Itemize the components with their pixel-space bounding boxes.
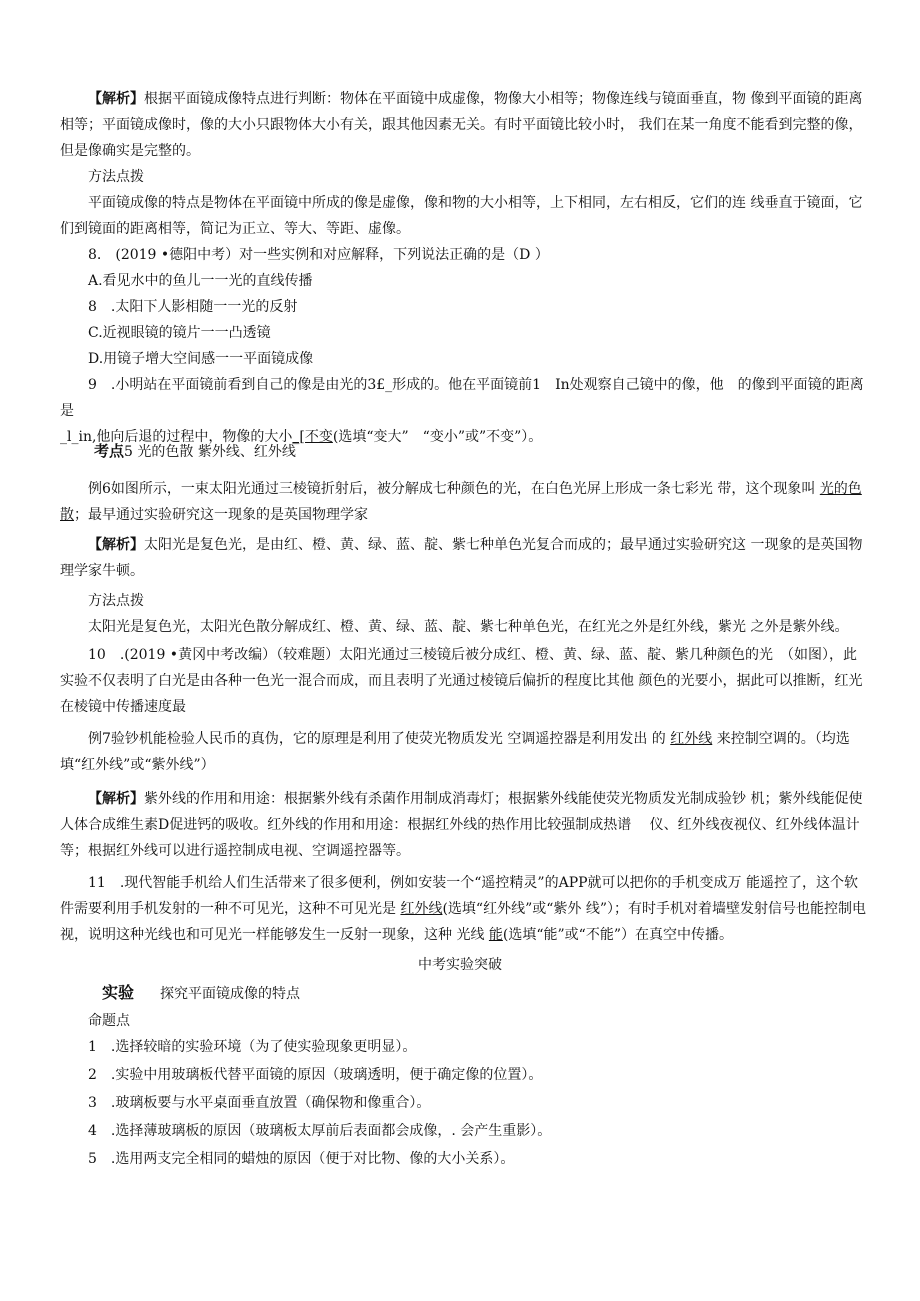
section-5-heading [94, 438, 296, 465]
analysis-text: 紫外线的作用和用途：根据紫外线有杀菌作用制成消毒灯；根据紫外线能使荧光物质发光制成验钞 机；紫外线能促使人体合成维生素D促进钙的吸收。红外线的作用和用途：根据红外线的热作用比较强制成热谱 仪、红外线夜视仪、红外线体温计等；根据红外线可以进行遥控制成电视、空调遥控器等。 [60, 791, 863, 859]
proposition-point-3: 3 .玻璃板要与水平桌面垂直放置（确保物和像重合）。 [88, 1095, 431, 1111]
question-11-text3: (选填“能”或“不能”）在真空中传播。 [502, 927, 733, 943]
question-9-part3: (选填“变大” “变小”或”不变”）。 [332, 429, 543, 445]
question-9-part1: 9 .小明站在平面镜前看到自己的像是由光的3£_形成的。他在平面镜前1 In处观察自己镜中的像，他 的像到平面镜的距离是 [60, 377, 864, 419]
question-8-option-d: D.用镜子增大空间感一一平面镜成像 [88, 351, 314, 367]
question-8-stem: 8. (2019 •德阳中考）对一些实例和对应解释，下列说法正确的是（D ） [88, 247, 549, 263]
analysis-paragraph-2 [60, 532, 868, 584]
points-title: 命题点 [88, 1013, 130, 1029]
example-6-text2: ；最早通过实验研究这一现象的是英国物理学家 [74, 507, 368, 523]
example-7-text1: 例7验钞机能检验人民币的真伪，它的原理是利用了使荧光物质发光 空调遥控器是利用发出 的 [88, 731, 671, 747]
experiment-title: 探究平面镜成像的特点 [160, 986, 301, 1002]
question-11-text1: 11 .现代智能手机给人们生活带来了很多便利，例如安装一个“遥控精灵”的APP就可以把你的手机变成万 能遥控了，这个软件需要利用手机发射的一种不可见光，这种不可见光是 [60, 875, 858, 917]
question-10: 10 .(2019 •黄冈中考改编）（较难题）太阳光通过三棱镜后被分成红、橙、黄、绿、蓝、靛、紫几种颜色的光 （如图），此实验不仅表明了白光是由各种一色光一混合而成，而且表明了光通过棱镜后偏折的程度比其他 颜色的光要小，据此可以推断，红光在棱镜中传播速度最 [60, 647, 863, 715]
section-5-label: 考点 [94, 442, 125, 460]
analysis-tag: 【解析】 [88, 791, 144, 807]
example-6-answer-blank: 光的色散 [60, 481, 862, 523]
question-8-option-a: A.看见水中的鱼儿一一光的直线传播 [88, 273, 313, 289]
section-5-title: 5 光的色散 紫外线、红外线 [124, 444, 296, 460]
analysis-tag: 【解析】 [88, 537, 144, 553]
method-paragraph-2: 太阳光是复色光，太阳光色散分解成红、橙、黄、绿、蓝、靛、紫七种单色光，在红光之外是红外线，紫光 之外是紫外线。 [88, 619, 849, 635]
method-paragraph-1: 平面镜成像的特点是物体在平面镜中所成的像是虚像，像和物的大小相等，上下相同，左右相反，它们的连 线垂直于镜面，它们到镜面的距离相等，简记为正立、等大、等距、虚像。 [60, 195, 863, 237]
breakthrough-heading: 中考实验突破 [418, 957, 502, 973]
analysis-paragraph-1 [60, 86, 868, 164]
example-7-answer-blank: 红外线 [670, 731, 713, 747]
proposition-point-5: 5 .选用两支完全相同的蜡烛的原因（便于对比物、像的大小关系）。 [88, 1151, 515, 1167]
analysis-paragraph-3 [60, 786, 868, 864]
experiment-heading [102, 980, 300, 1007]
question-11-answer-blank-2: 能 [488, 927, 503, 943]
example-7-text2: 来控制空调的。（均选填“红外线”或“紫外线”） [60, 731, 850, 773]
proposition-point-2: 2 .实验中用玻璃板代替平面镜的原因（玻璃透明，便于确定像的位置）。 [88, 1067, 543, 1083]
question-8-option-b: 8 .太阳下人影相随一一光的反射 [88, 299, 298, 315]
question-9-answer-blank: _[不变 [292, 429, 333, 445]
example-6 [60, 476, 868, 528]
proposition-point-1: 1 .选择较暗的实验环境（为了使实验现象更明显）。 [88, 1039, 417, 1055]
experiment-label: 实验 [102, 983, 135, 1002]
method-title-2: 方法点拨 [88, 593, 144, 609]
question-11-answer-blank-1: 红外线 [400, 901, 443, 917]
method-title-1: 方法点拨 [88, 169, 144, 185]
proposition-point-4: 4 .选择薄玻璃板的原因（玻璃板太厚前后表面都会成像，. 会产生重影）。 [88, 1123, 552, 1139]
question-11 [60, 870, 868, 948]
analysis-text: 太阳光是复色光，是由红、橙、黄、绿、蓝、靛、紫七种单色光复合而成的；最早通过实验研究这 一现象的是英国物理学家牛顿。 [60, 537, 863, 579]
question-9-part2: _l_in,他向后退的过程中，物像的大小 [60, 429, 293, 445]
example-7 [60, 726, 868, 778]
question-11-text2: (选填“红外线”或“紫外 线”）；有时手机对着墙壁发射信号也能控制电视，说明这种光线也和可见光一样能够发生一反射一现象，这种 光线 [60, 901, 866, 943]
analysis-tag: 【解析】 [88, 91, 144, 107]
question-8-option-c: C.近视眼镜的镜片一一凸透镜 [88, 325, 271, 341]
analysis-text: 根据平面镜成像特点进行判断：物体在平面镜中成虚像，物像大小相等；物像连线与镜面垂直，物 像到平面镜的距离相等；平面镜成像时，像的大小只跟物体大小有关，跟其他因素无关。有时平面镜比较小时， 我们在某一角度不能看到完整的像，但是像确实是完整的。 [60, 91, 863, 159]
example-6-text1: 例6如图所示，一束太阳光通过三棱镜折射后，被分解成七种颜色的光，在白色光屏上形成一条七彩光 带，这个现象叫 [88, 481, 820, 497]
